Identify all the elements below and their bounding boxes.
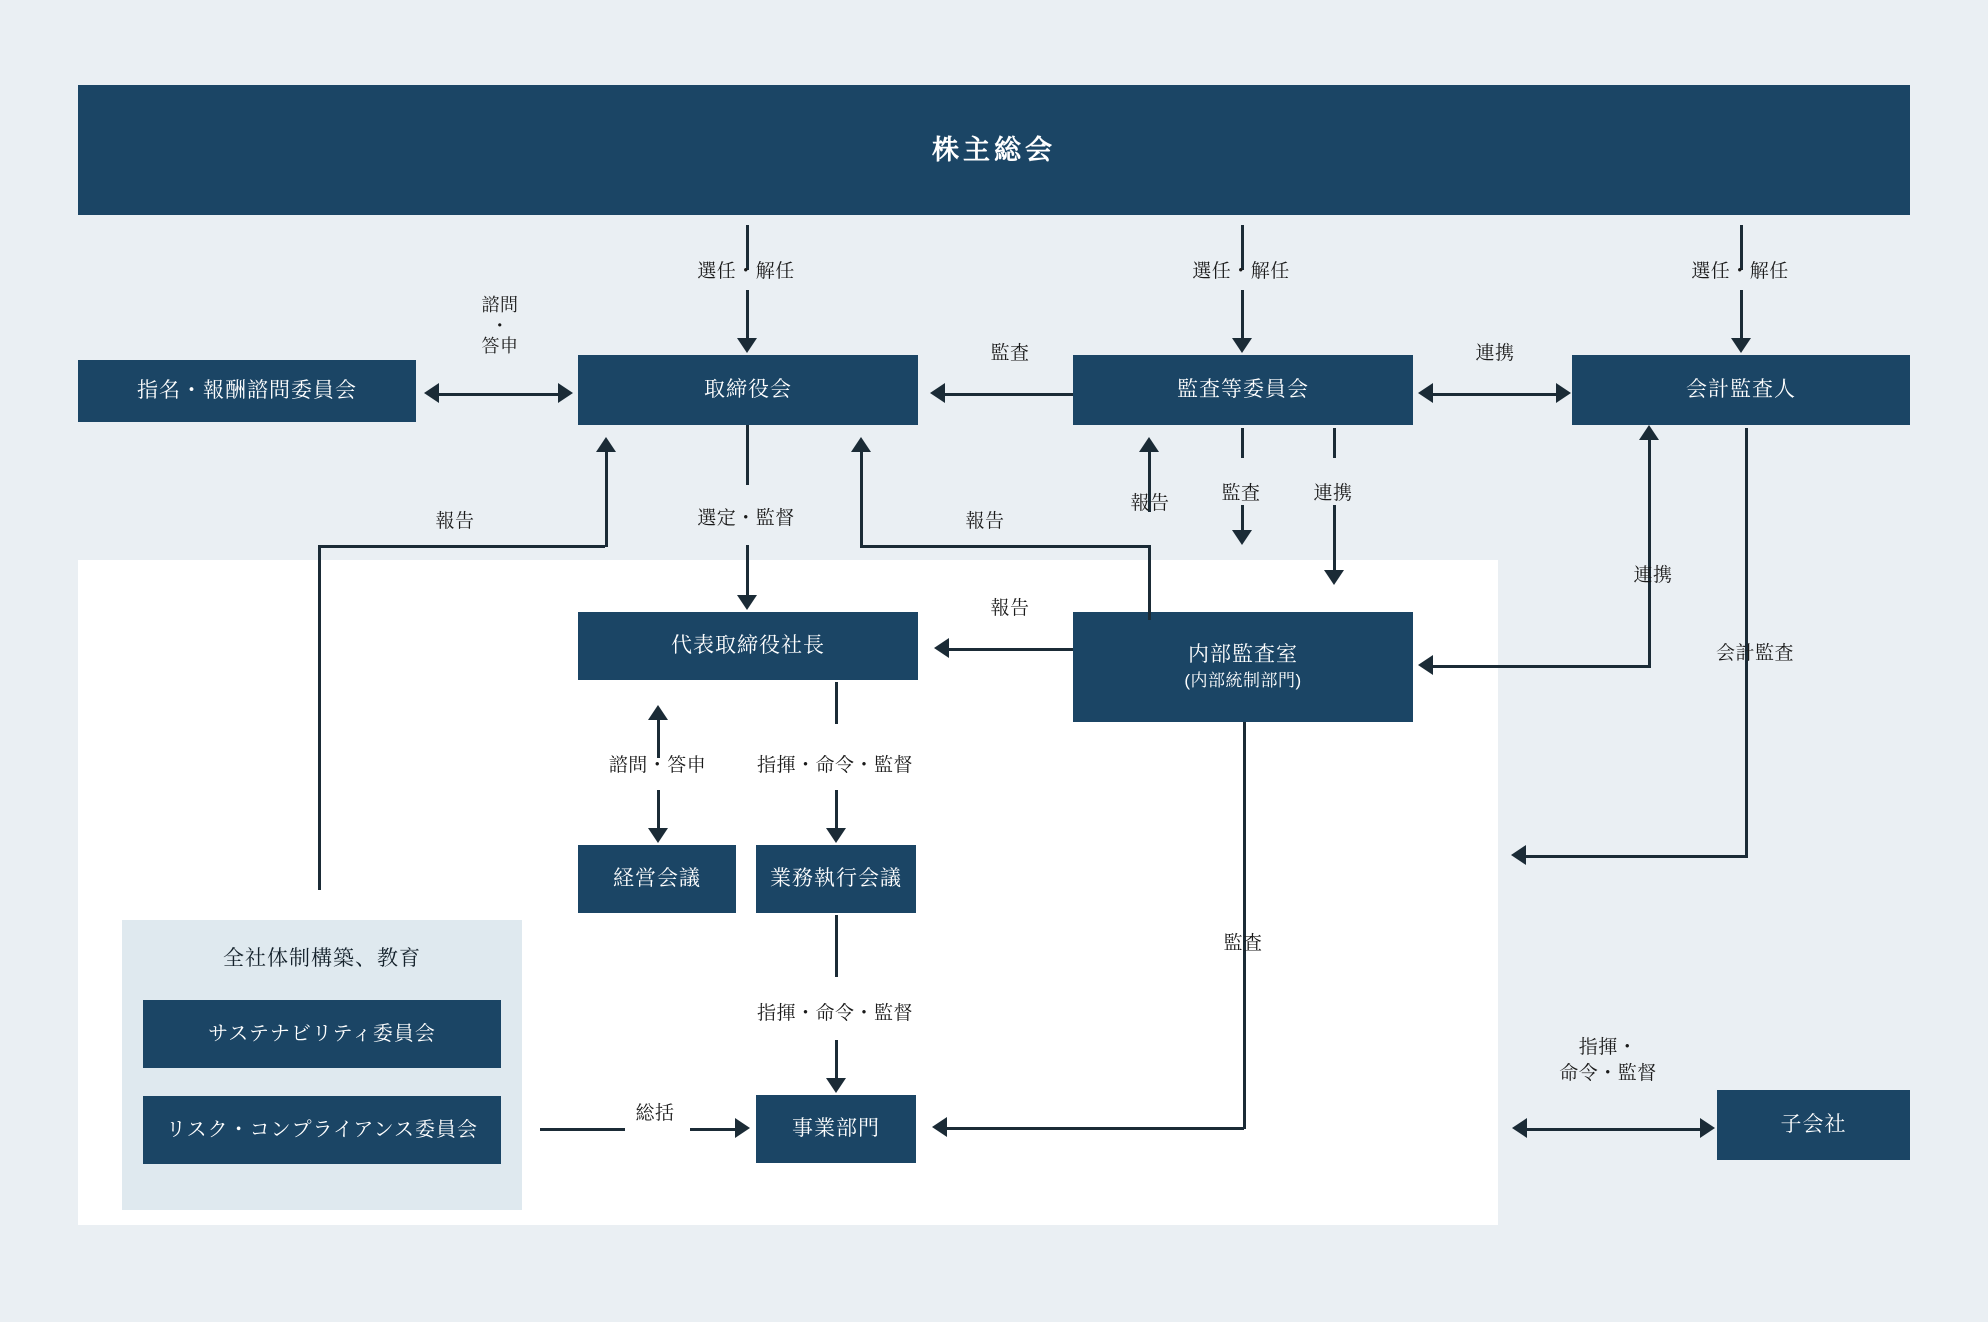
connector-accounting-audit-horizontal xyxy=(1523,855,1748,858)
connector-audit-divisions-horizontal xyxy=(944,1127,1244,1130)
edge-text: 報告 xyxy=(990,598,1030,619)
edge-label-report-to-president xyxy=(955,595,1065,623)
edge-label-report-mid xyxy=(930,508,1040,536)
connector-audit-accounting xyxy=(1430,393,1556,396)
arrowhead-down xyxy=(1232,338,1252,353)
edge-label-elect-dismiss-accounting xyxy=(1640,258,1840,286)
edge-text-line1: 諮問 xyxy=(481,295,519,315)
node-internal-audit-office[interactable] xyxy=(1073,612,1413,722)
connector-president-execution xyxy=(835,682,838,724)
connector-report-left-vertical xyxy=(318,545,321,890)
arrowhead-right xyxy=(558,383,573,403)
arrowhead-up xyxy=(1139,437,1159,452)
edge-text: 監査 xyxy=(990,343,1030,364)
edge-text-dot: ・ xyxy=(490,315,510,336)
arrowhead-down xyxy=(648,828,668,843)
edge-text-line2: 命令・監督 xyxy=(1559,1062,1657,1084)
arrowhead-up xyxy=(851,437,871,452)
edge-text: 連携 xyxy=(1313,483,1353,504)
connector-nomination-board xyxy=(436,393,558,396)
node-label: 子会社 xyxy=(1780,1112,1847,1136)
arrowhead-right xyxy=(735,1118,750,1138)
connector-audit-divisions-vertical xyxy=(1243,722,1246,1129)
edge-text-line2: 答申 xyxy=(481,336,519,357)
edge-text: 監査 xyxy=(1221,483,1261,504)
arrowhead-left xyxy=(932,1117,947,1137)
edge-label-command-supervise-subsidiary xyxy=(1513,1035,1703,1086)
node-label: 事業部門 xyxy=(792,1116,880,1140)
connector-report-left-horizontal xyxy=(318,545,605,548)
edge-label-select-supervise xyxy=(646,505,846,533)
connector-subsidiary xyxy=(1524,1128,1702,1131)
edge-label-audit-board xyxy=(955,340,1065,368)
edge-label-elect-dismiss-board xyxy=(646,258,846,286)
edge-text: 選任・解任 xyxy=(697,261,795,282)
arrowhead-up xyxy=(1639,425,1659,440)
arrowhead-down xyxy=(737,595,757,610)
connector-shareholders-accounting-2 xyxy=(1740,290,1743,338)
connector-report-mid-horizontal xyxy=(860,545,1150,548)
node-shareholders-meeting[interactable] xyxy=(78,85,1910,215)
connector-summary-2 xyxy=(690,1128,735,1131)
connector-shareholders-audit-2 xyxy=(1241,290,1244,338)
connector-cooperation-right-up xyxy=(1648,440,1651,490)
node-subsidiary[interactable] xyxy=(1717,1090,1910,1160)
edge-text: 連携 xyxy=(1633,565,1673,586)
connector-internal-audit-president xyxy=(946,648,1073,651)
edge-text: 報告 xyxy=(965,511,1005,532)
arrowhead-down xyxy=(737,338,757,353)
node-nomination-committee[interactable] xyxy=(78,360,416,422)
node-accounting-auditor[interactable] xyxy=(1572,355,1910,425)
edge-text: 指揮・命令・監督 xyxy=(756,1003,913,1024)
connector-audit-board xyxy=(942,393,1073,396)
node-label: 取締役会 xyxy=(704,377,792,401)
arrowhead-left xyxy=(1418,383,1433,403)
edge-text: 報告 xyxy=(435,511,475,532)
connector-shareholders-board-2 xyxy=(746,290,749,338)
node-label: リスク・コンプライアンス委員会 xyxy=(166,1118,478,1141)
connector-board-president xyxy=(746,425,749,485)
connector-cooperation-down xyxy=(1333,428,1336,458)
edge-label-summary xyxy=(605,1100,705,1128)
node-label: サステナビリティ委員会 xyxy=(208,1022,436,1045)
node-audit-committee[interactable] xyxy=(1073,355,1413,425)
edge-text: 選任・解任 xyxy=(1691,261,1789,282)
node-label: 内部監査室 xyxy=(1188,643,1298,667)
connector-cooperation-right-horizontal xyxy=(1430,665,1650,668)
arrowhead-down xyxy=(826,1078,846,1093)
node-label: 会計監査人 xyxy=(1686,377,1796,401)
arrowhead-left xyxy=(1418,655,1433,675)
node-label: 経営会議 xyxy=(613,866,701,890)
arrowhead-right xyxy=(1556,383,1571,403)
connector-audit-down-2 xyxy=(1241,505,1244,530)
node-sustainability-committee[interactable] xyxy=(143,1000,501,1068)
arrowhead-down xyxy=(826,828,846,843)
group-label-text: 全社体制構築、教育 xyxy=(223,947,421,970)
node-label: 代表取締役社長 xyxy=(671,633,825,657)
edge-text: 諮問・答申 xyxy=(608,755,707,776)
node-risk-compliance-committee[interactable] xyxy=(143,1096,501,1164)
node-management-meeting[interactable] xyxy=(578,845,736,913)
edge-label-command-supervise-div xyxy=(740,1000,930,1028)
arrowhead-down xyxy=(1232,530,1252,545)
edge-label-accounting-audit xyxy=(1690,640,1820,668)
edge-label-consult-reply-management xyxy=(575,752,740,780)
arrowhead-left xyxy=(934,638,949,658)
node-business-divisions[interactable] xyxy=(756,1095,916,1163)
connector-board-president-2 xyxy=(746,545,749,595)
connector-summary xyxy=(540,1128,625,1131)
connector-cooperation-down-2 xyxy=(1333,505,1336,570)
arrowhead-left xyxy=(1511,845,1526,865)
edge-text: 報告 xyxy=(1130,493,1170,514)
edge-label-cooperation-right xyxy=(1598,562,1708,590)
arrowhead-left xyxy=(1512,1118,1527,1138)
edge-label-report-left xyxy=(400,508,510,536)
arrowhead-down xyxy=(1731,338,1751,353)
connector-execution-divisions xyxy=(835,915,838,977)
connector-president-execution-2 xyxy=(835,790,838,828)
node-label: 業務執行会議 xyxy=(770,866,902,890)
edge-text: 指揮・命令・監督 xyxy=(756,755,913,776)
edge-text: 連携 xyxy=(1475,343,1515,364)
arrowhead-left xyxy=(424,383,439,403)
node-label: 株主総会 xyxy=(932,134,1056,165)
edge-label-elect-dismiss-audit xyxy=(1141,258,1341,286)
node-execution-meeting[interactable] xyxy=(756,845,916,913)
edge-text: 監査 xyxy=(1223,933,1263,954)
group-label-company-wide xyxy=(122,942,522,972)
connector-report-audit-committee xyxy=(1148,545,1151,620)
connector-audit-down xyxy=(1241,428,1244,458)
node-label: 指名・報酬諮問委員会 xyxy=(137,378,357,402)
edge-label-command-supervise-exec xyxy=(740,752,930,780)
edge-text: 選任・解任 xyxy=(1192,261,1290,282)
arrowhead-down xyxy=(1324,570,1344,585)
edge-text: 選定・監督 xyxy=(697,508,795,529)
connector-president-management-down xyxy=(657,790,660,828)
edge-text: 総括 xyxy=(635,1103,675,1124)
edge-label-consult-reply xyxy=(440,295,560,357)
connector-execution-divisions-2 xyxy=(835,1040,838,1078)
edge-label-cooperation-audit-accounting xyxy=(1440,340,1550,368)
node-label: 監査等委員会 xyxy=(1177,377,1309,401)
node-sublabel: (内部統制部門) xyxy=(1184,670,1302,690)
node-president[interactable] xyxy=(578,612,918,680)
edge-text: 会計監査 xyxy=(1715,643,1794,664)
arrowhead-right xyxy=(1700,1118,1715,1138)
arrowhead-up xyxy=(596,437,616,452)
edge-label-cooperation-down xyxy=(1278,480,1388,508)
connector-report-mid-up xyxy=(860,452,863,547)
arrowhead-left xyxy=(930,383,945,403)
arrowhead-up xyxy=(648,705,668,720)
node-board-of-directors[interactable] xyxy=(578,355,918,425)
edge-text-line1: 指揮・ xyxy=(1578,1037,1638,1058)
connector-report-left-up xyxy=(605,452,608,547)
edge-label-audit-divisions xyxy=(1188,930,1298,958)
